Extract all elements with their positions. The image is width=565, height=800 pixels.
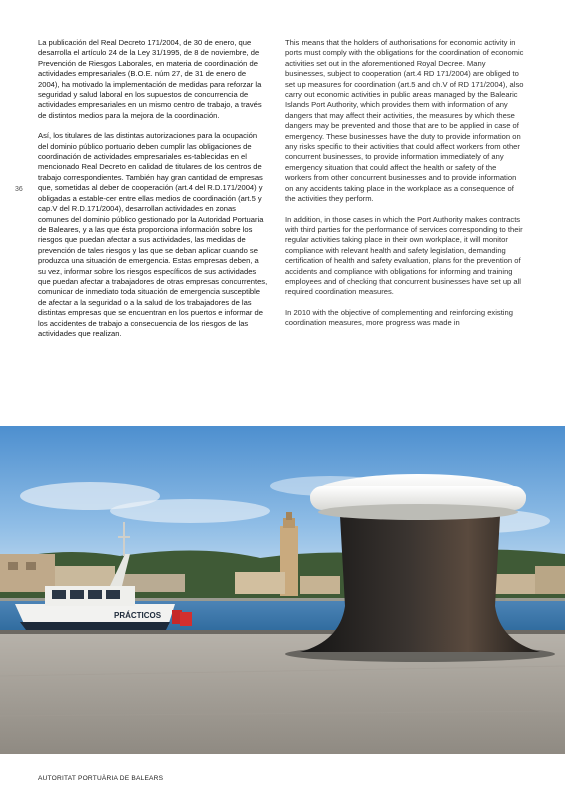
paragraph: La publicación del Real Decreto 171/2004, de 30 de enero, que desarrolla el artículo 24 de la Ley 31/1995, de 8 de noviembre, de Prevención de Riesgos Laborales, en materia de coordinación de actividades empresariales (B.O.E. núm 27, de 31 de enero de 2004), ha motivado la implementación de medidas para reforzar la seguridad y salud laboral en los supuestos de concurrencia de actividades empresariales en un mismo centro de trabajo, a través de distintos medios para la mejora de la coordinación. xyxy=(38,38,262,120)
left-text-column xyxy=(38,38,268,349)
paragraph: This means that the holders of authorisations for economic activity in ports must comply with the obligations for the coordination of economic activities set out in the aforementioned Royal Decree. Many businesses, subject to cooperation (art.4 RD 171/2004) are obliged to set up measures for coordination (art.5 and ch.V of RD 171/2004), also carry out economic activities in public areas managed by the Balearic Islands Port Authority, which provides them with information of any dangers that may affect their activities, the measures by which these dangers may be prevented and those that are to be applied in case of emergency. These businesses have the duty to provide information on any risks specific to their activities that could affect workers from other concurrent businesses, to provide information immediately of any emergency situation that could affect the health or safety of the workers from other concurrent businesses and to provide information on any accidents taking place in the workplace as a consequence of the activities they perform. xyxy=(285,38,524,204)
paragraph: Así, los titulares de las distintas autorizaciones para la ocupación del dominio público portuario deben cumplir las obligaciones de coordinación de actividades empresariales es-tablecidas en el mencionado Real Decreto en calidad de titulares de los centros de trabajo correspondientes. También hay gran cantidad de empresas que, sometidas al deber de cooperación (art.4 del R.D.171/2004) y obligadas a estable-cer entre ellas medios de coordinación (art.5 y cap.V del R.D.171/2004), desarrollan actividades en zonas comunes del dominio público gestionado por la Autoridad Portuaria de Baleares, y a las que ésta proporciona información sobre los riesgos que puedan afectar a sus actividades, las medidas de prevención de tales riesgos y las que se deban aplicar cuando se produzca una situación de emergencia. Estas empresas deben, a su vez, informar sobre los riesgos específicos de sus actividades que puedan afectar a trabajadores de otras empresas concurrentes, comunicar de inmediato toda situación de emergencia susceptible de afectar a la seguridad o a la salud de los trabajadores de las distintas empresas que se encuentran en los puertos e informar de los accidentes de trabajo a consecuencia de los riesgos de las actividades que realizan. xyxy=(38,131,268,338)
harbor-photo xyxy=(0,426,565,754)
paragraph: In 2010 with the objective of complementing and reinforcing existing coordination measures, more progress was made in xyxy=(285,307,513,328)
right-text-column xyxy=(285,38,525,339)
paragraph: In addition, in those cases in which the Port Authority makes contracts with third parties for the performance of services corresponding to their regular activities taking place in their own workplace, it will monitor compliance with relevant health and safety legislation, demanding certification of health and safety evaluation, plans for the prevention of accidents and compliance with obligations for informing and training employees and of checking that concurrent businesses have set up all required coordination measures. xyxy=(285,214,523,297)
footer-organization: AUTORITAT PORTUÀRIA DE BALEARS xyxy=(38,775,164,782)
page-number: 36 xyxy=(15,186,23,193)
boat-name-label: PRÁCTICOS xyxy=(114,611,162,620)
